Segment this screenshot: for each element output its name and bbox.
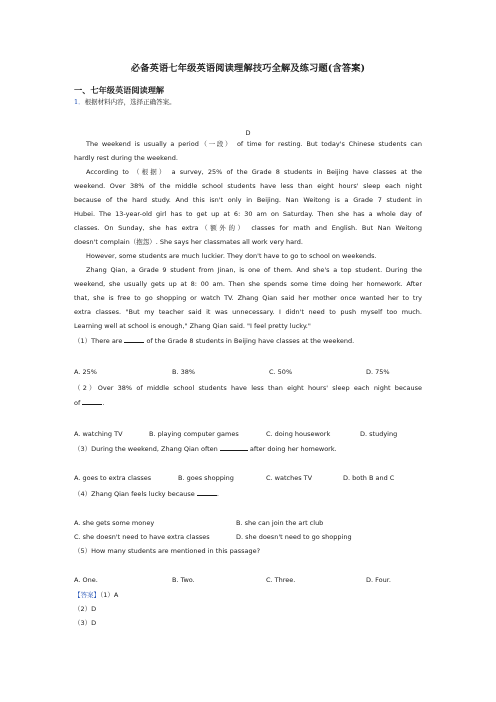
- passage-line: extra classes. "But my teacher said it was unnecessary. I didn't need to push myself too much.: [74, 308, 422, 316]
- option-a: A. 25%: [74, 368, 97, 376]
- question-2: （2）Over 38% of middle school students have less than eight hours' sleep each night because: [74, 384, 422, 392]
- answer-blank: [220, 444, 248, 451]
- section-heading: 一、七年级英语阅读理解: [74, 85, 165, 95]
- passage-line: According to （根据） a survey, 25% of the Grade 8 students in Beijing have classes at the: [86, 168, 422, 176]
- option-d: D. 75%: [366, 368, 390, 376]
- passage-line: The weekend is usually a period（一段） of time for resting. But today's Chinese students can: [86, 140, 422, 148]
- answer-label: 【答案】: [74, 591, 100, 599]
- passage-line: because of the hard study. And this isn't only in Beijing. Nan Weitong is a Grade 7 student in: [74, 196, 422, 204]
- option-c: C. she doesn't need to have extra classes: [74, 533, 210, 541]
- option-d: D. studying: [360, 430, 398, 438]
- question-3: （3）During the weekend, Zhang Qian often after doing her homework.: [74, 445, 337, 453]
- question-intro-text: 根据材料内容，选择正确答案。: [84, 98, 176, 106]
- option-c: C. 50%: [269, 368, 293, 376]
- passage-line: Hubei. The 13-year-old girl has to get up at 6: 30 am on Saturday. Then she has a whole day of: [74, 210, 422, 218]
- passage-line: Zhang Qian, a Grade 9 student from Jinan, is one of them. And she's a top student. During the: [86, 266, 422, 274]
- option-a: A. she gets some money: [74, 519, 155, 527]
- answer-blank: [82, 398, 102, 405]
- answer-blank: [124, 336, 144, 343]
- answer-item: （3）D: [74, 619, 97, 627]
- question-1: （1）There are of the Grade 8 students in Beijing have classes at the weekend.: [74, 337, 355, 345]
- question-number: 1．: [74, 98, 85, 106]
- passage-line: doesn't complain（抱怨）. She says her classmates all work very hard.: [74, 238, 303, 246]
- passage-line: Learning well at school is enough," Zhang Qian said. "I feel pretty lucky.": [74, 322, 311, 330]
- option-b: B. playing computer games: [149, 430, 239, 438]
- passage-line: hardly rest during the weekend.: [74, 154, 178, 162]
- passage-line: weekend, she usually gets up at 8: 00 am. Then she spends some time doing her homework. After: [74, 280, 422, 288]
- option-d: D. both B and C: [343, 474, 395, 482]
- answer-line: [74, 591, 422, 599]
- question-intro: [74, 98, 422, 106]
- option-a: A. watching TV: [74, 430, 123, 438]
- passage-line: weekend. Over 38% of the middle school students have less than eight hours' sleep each night: [74, 182, 422, 190]
- question-2-cont: of .: [74, 399, 105, 407]
- option-b: B. 38%: [172, 368, 196, 376]
- question-4: （4）Zhang Qian feels lucky because .: [74, 490, 219, 498]
- option-b: B. she can join the art club: [236, 519, 324, 527]
- option-b: B. Two.: [172, 576, 195, 584]
- option-d: D. she doesn't need to go shopping: [236, 533, 352, 541]
- answer-item: （2）D: [74, 605, 97, 613]
- option-d: D. Four.: [366, 576, 391, 584]
- passage-letter: D: [245, 129, 251, 137]
- passage-line: that, she is free to go shopping or watch TV. Zhang Qian said her mother once wanted her to try: [74, 294, 422, 302]
- option-a: A. One.: [74, 576, 98, 584]
- answer-blank: [197, 489, 217, 496]
- option-a: A. goes to extra classes: [74, 474, 152, 482]
- document-title: 必备英语七年级英语阅读理解技巧全解及练习题(含答案): [130, 63, 366, 74]
- option-c: C. Three.: [266, 576, 296, 584]
- option-c: C. doing housework: [266, 430, 331, 438]
- question-5: （5）How many students are mentioned in this passage?: [74, 547, 261, 555]
- answer-item: （1）A: [100, 591, 119, 599]
- option-c: C. watches TV: [266, 474, 313, 482]
- passage-line: However, some students are much luckier. They don't have to go to school on weekends.: [86, 252, 377, 260]
- passage-line: classes. On Sunday, she has extra（额外的） classes for math and English. But Nan Weitong: [74, 224, 422, 232]
- option-b: B. goes shopping: [178, 474, 234, 482]
